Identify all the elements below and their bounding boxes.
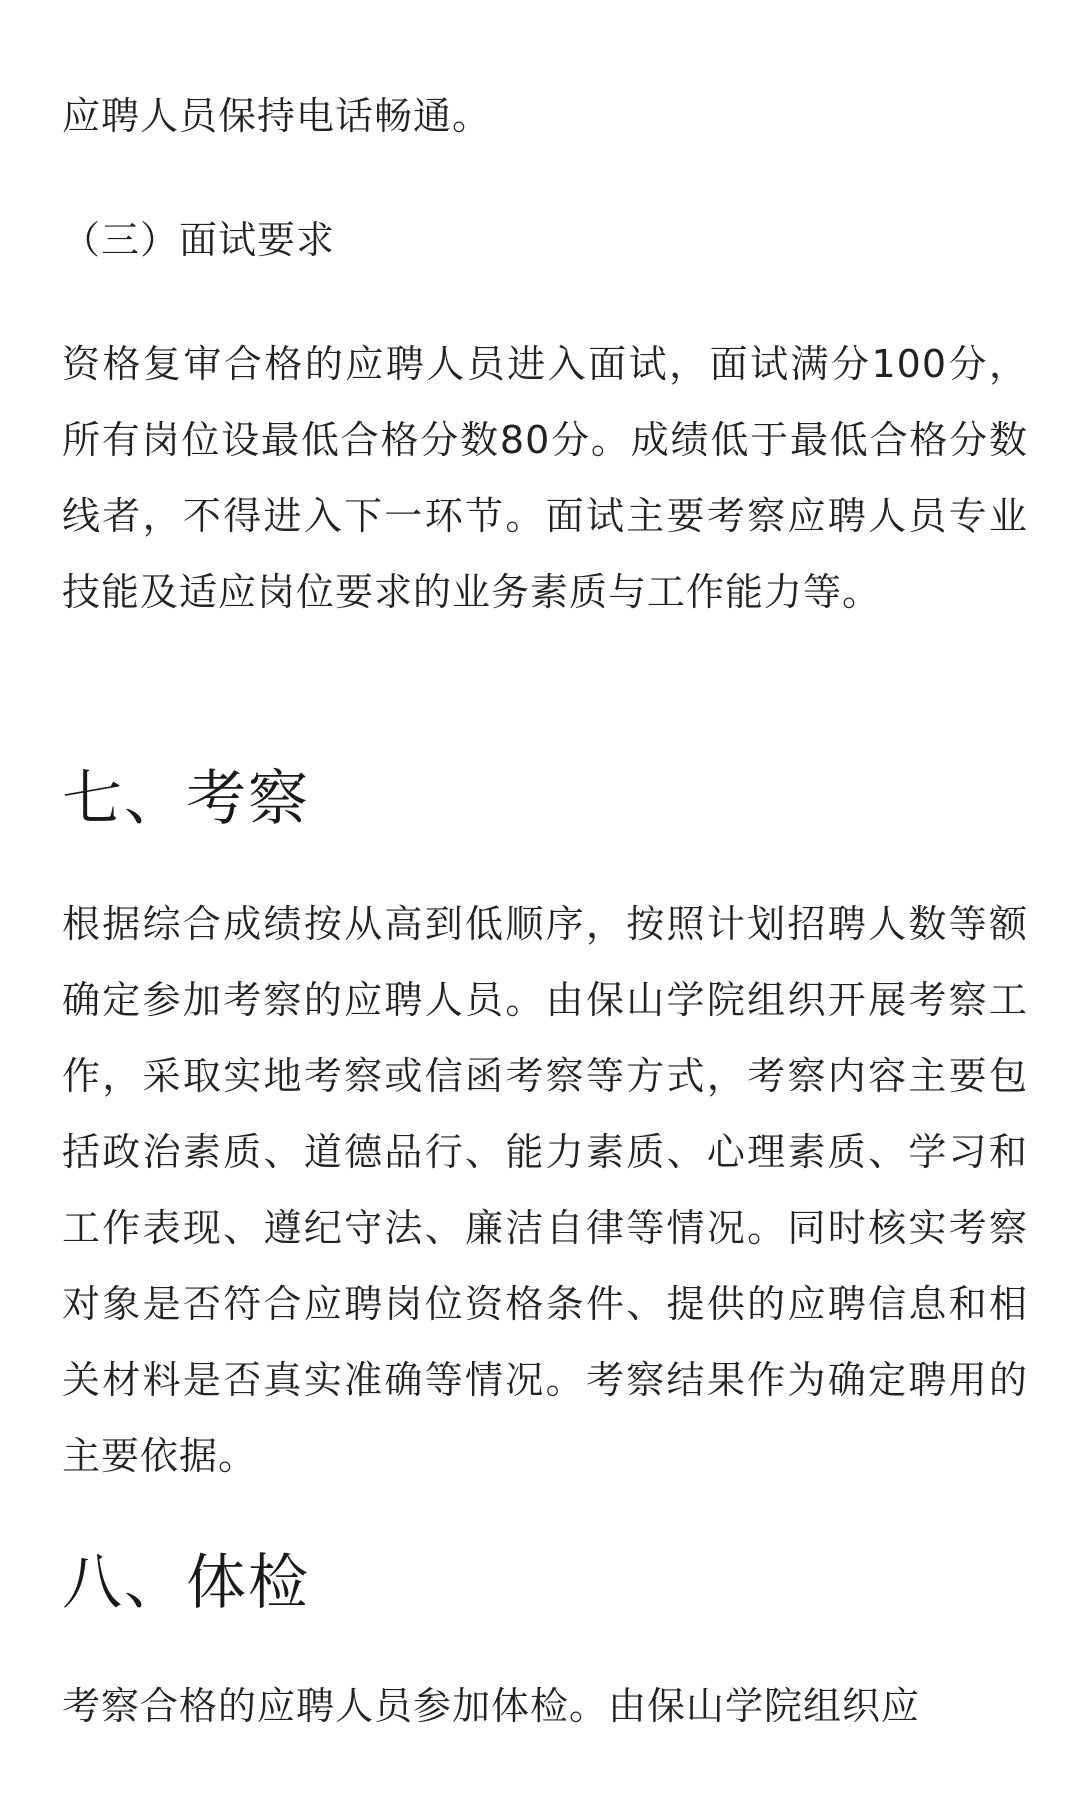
heading-medical-exam: 八、体检 [62,1548,310,1618]
paragraph-interview: 资格复审合格的应聘人员进入面试，面试满分100分，所有岗位设最低合格分数80分。成绩低于最低合格分数线者，不得进入下一环节。面试主要考察应聘人员专业技能及适应岗位要求的业务素质与工作能力等。 [62,342,1028,614]
paragraph-contact: 应聘人员保持电话畅通。 [62,94,492,138]
paragraph-medical-exam: 考察合格的应聘人员参加体检。由保山学院组织应 [62,1684,921,1728]
paragraph-inspection: 根据综合成绩按从高到低顺序，按照计划招聘人数等额确定参加考察的应聘人员。由保山学院组织开展考察工作，采取实地考察或信函考察等方式，考察内容主要包括政治素质、道德品行、能力素质、心理素质、学习和工作表现、遵纪守法、廉洁自律等情况。同时核实考察对象是否符合应聘岗位资格条件、提供的应聘信息和相关材料是否真实准确等情况。考察结果作为确定聘用的主要依据。 [62,902,1028,1478]
subheading-interview-requirements: （三）面试要求 [62,218,336,262]
heading-inspection: 七、考察 [62,764,310,834]
